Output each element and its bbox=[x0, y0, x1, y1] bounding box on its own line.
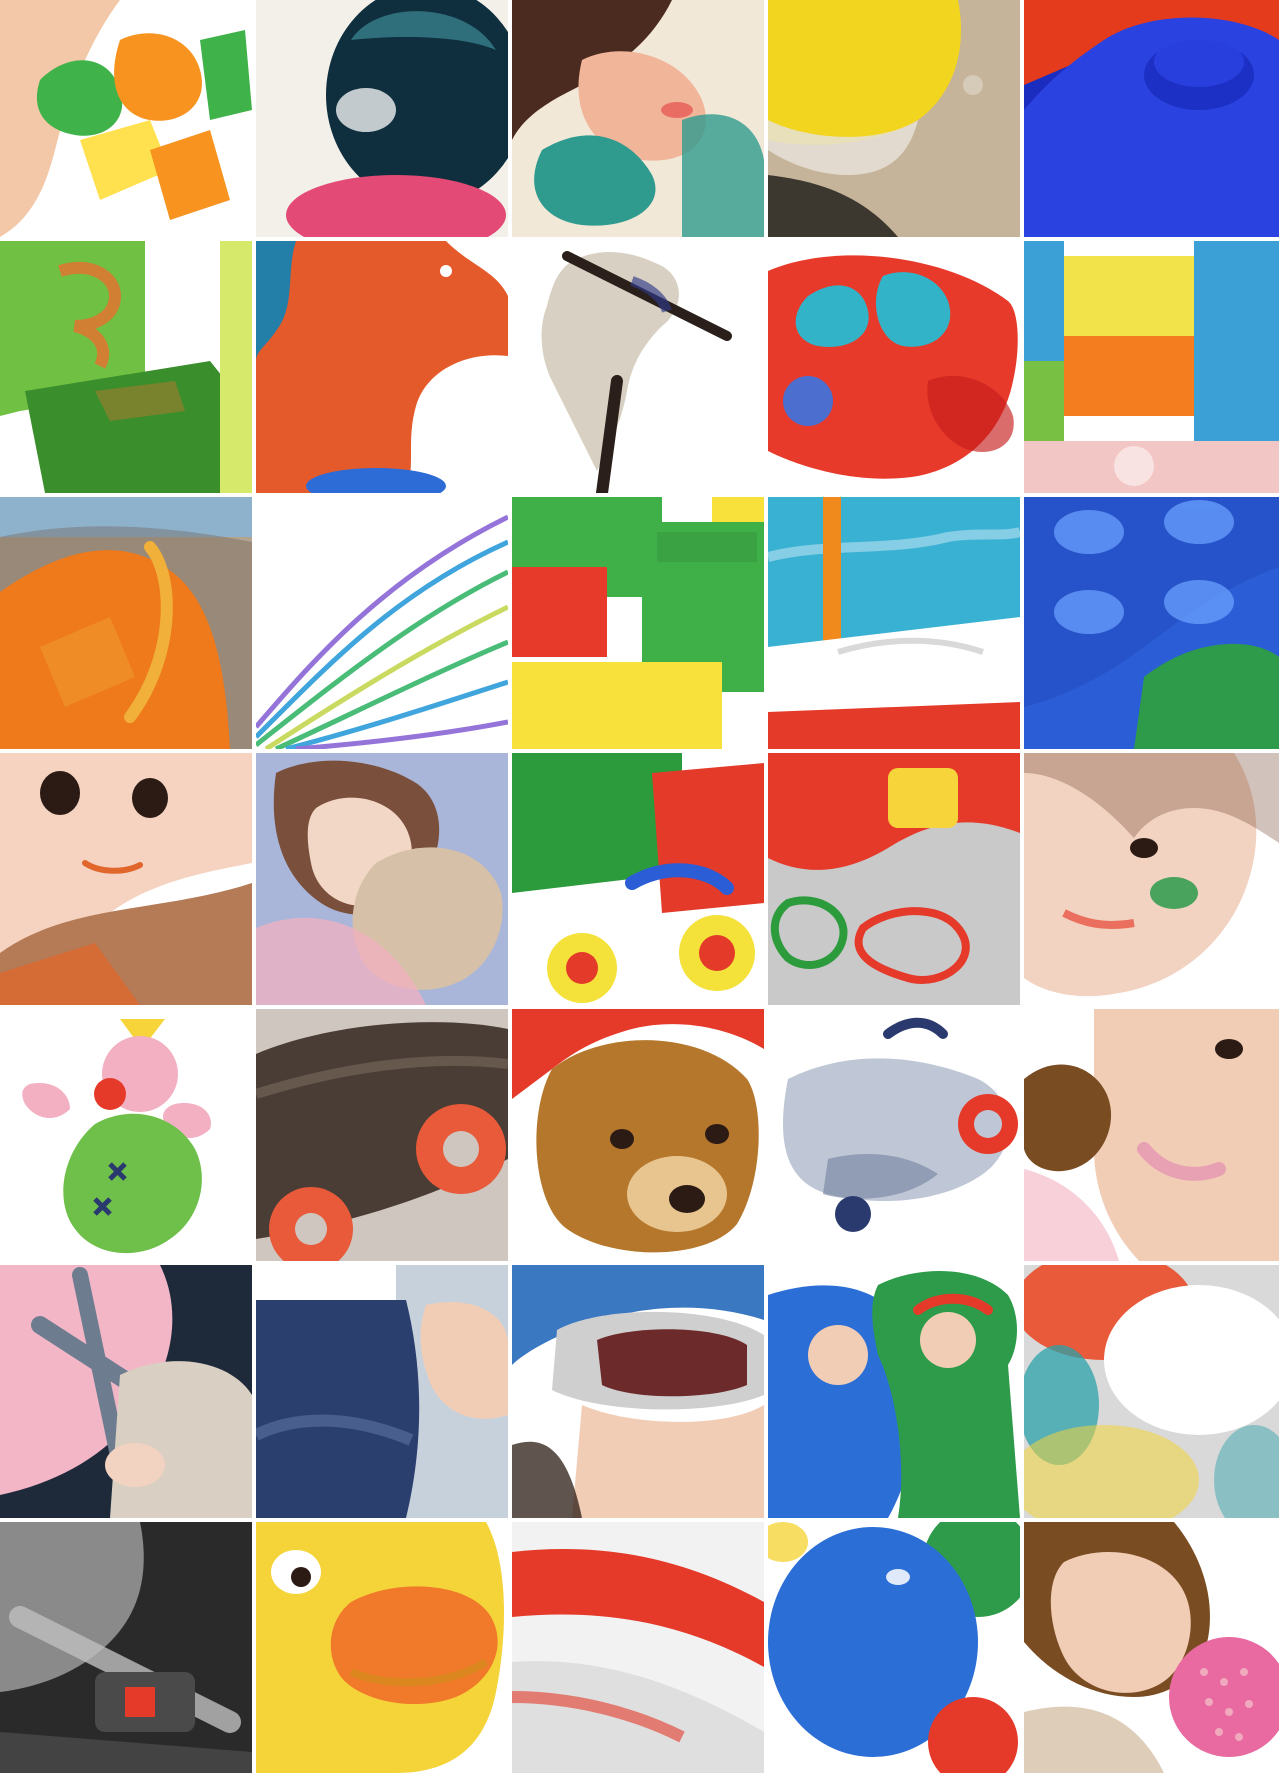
tile-green-letter-block-art bbox=[0, 241, 252, 493]
tile-baby-face bbox=[1024, 1009, 1279, 1261]
tile-hobby-horse bbox=[512, 241, 764, 493]
tile-green-letter-block bbox=[0, 241, 252, 493]
tile-baby-face-art bbox=[1024, 1009, 1279, 1261]
tile-child-with-goggles-art bbox=[512, 1265, 764, 1518]
tile-clown-pull-toy-art bbox=[0, 1009, 252, 1261]
tile-hand-foam-letters-art bbox=[0, 0, 252, 237]
tile-doll-face-art bbox=[0, 753, 252, 1005]
tile-wooden-toy-wheels-art bbox=[256, 1009, 508, 1261]
tile-child-with-teddy bbox=[256, 753, 508, 1005]
tile-red-toy-car-art bbox=[768, 241, 1020, 493]
tile-rainbow-spring-art bbox=[256, 497, 508, 749]
tile-hand-foam-letters bbox=[0, 0, 252, 237]
tile-seat-belt-buckle bbox=[0, 1522, 252, 1773]
tile-rubber-duck bbox=[256, 1522, 508, 1773]
tile-teddy-bear-art bbox=[512, 1009, 764, 1261]
tile-orange-bucket-art bbox=[0, 497, 252, 749]
tile-wooden-toy-wheels bbox=[256, 1009, 508, 1261]
tile-pedal-plane-art bbox=[768, 1009, 1020, 1261]
tile-wooden-blocks bbox=[512, 497, 764, 749]
tile-toy-boat bbox=[768, 497, 1020, 749]
tile-seat-belt-buckle-art bbox=[0, 1522, 252, 1773]
tile-blue-building-blocks-art bbox=[1024, 497, 1279, 749]
tile-stacked-blocks bbox=[1024, 241, 1279, 493]
tile-toy-on-sand bbox=[768, 0, 1020, 237]
tile-children-in-snow bbox=[768, 1265, 1020, 1518]
tile-toy-boat-art bbox=[768, 497, 1020, 749]
tile-balloons-art bbox=[768, 1522, 1020, 1773]
tile-skirt-and-hands-art bbox=[256, 1265, 508, 1518]
tile-baby-with-ball-art bbox=[1024, 1522, 1279, 1773]
tile-teddy-bear bbox=[512, 1009, 764, 1261]
tile-foam-puzzle-face-art bbox=[512, 0, 764, 237]
tile-toy-truck bbox=[512, 753, 764, 1005]
tile-blue-block bbox=[1024, 0, 1279, 237]
tile-toy-truck-art bbox=[512, 753, 764, 1005]
tile-beach-ball-art bbox=[512, 1522, 764, 1773]
tile-wooden-puzzle-horse bbox=[256, 241, 508, 493]
tile-red-toy-car bbox=[768, 241, 1020, 493]
tile-dough-cutters-art bbox=[768, 753, 1020, 1005]
tile-child-face-paint bbox=[1024, 753, 1279, 1005]
tile-child-face-paint-art bbox=[1024, 753, 1279, 1005]
tile-dough-cutters bbox=[768, 753, 1020, 1005]
tile-skirt-and-hands bbox=[256, 1265, 508, 1518]
tile-marbles-blur-art bbox=[1024, 1265, 1279, 1518]
tile-children-in-snow-art bbox=[768, 1265, 1020, 1518]
tile-blue-building-blocks bbox=[1024, 497, 1279, 749]
tile-child-with-teddy-art bbox=[256, 753, 508, 1005]
tile-stacked-blocks-art bbox=[1024, 241, 1279, 493]
tile-rainbow-spring bbox=[256, 497, 508, 749]
tile-blue-block-art bbox=[1024, 0, 1279, 237]
tile-rubber-duck-art bbox=[256, 1522, 508, 1773]
tile-marbles-blur bbox=[1024, 1265, 1279, 1518]
tile-beach-ball bbox=[512, 1522, 764, 1773]
tile-pedal-plane bbox=[768, 1009, 1020, 1261]
tile-baby-with-ball bbox=[1024, 1522, 1279, 1773]
tile-child-in-car-seat-art bbox=[0, 1265, 252, 1518]
tile-foam-puzzle-face bbox=[512, 0, 764, 237]
tile-marble-close-up-art bbox=[256, 0, 508, 237]
tile-wooden-puzzle-horse-art bbox=[256, 241, 508, 493]
tile-doll-face bbox=[0, 753, 252, 1005]
tile-orange-bucket bbox=[0, 497, 252, 749]
tile-balloons bbox=[768, 1522, 1020, 1773]
tile-child-with-goggles bbox=[512, 1265, 764, 1518]
tile-child-in-car-seat bbox=[0, 1265, 252, 1518]
tile-wooden-blocks-art bbox=[512, 497, 764, 749]
tile-marble-close-up bbox=[256, 0, 508, 237]
tile-hobby-horse-art bbox=[512, 241, 764, 493]
tile-clown-pull-toy bbox=[0, 1009, 252, 1261]
tile-toy-on-sand-art bbox=[768, 0, 1020, 237]
